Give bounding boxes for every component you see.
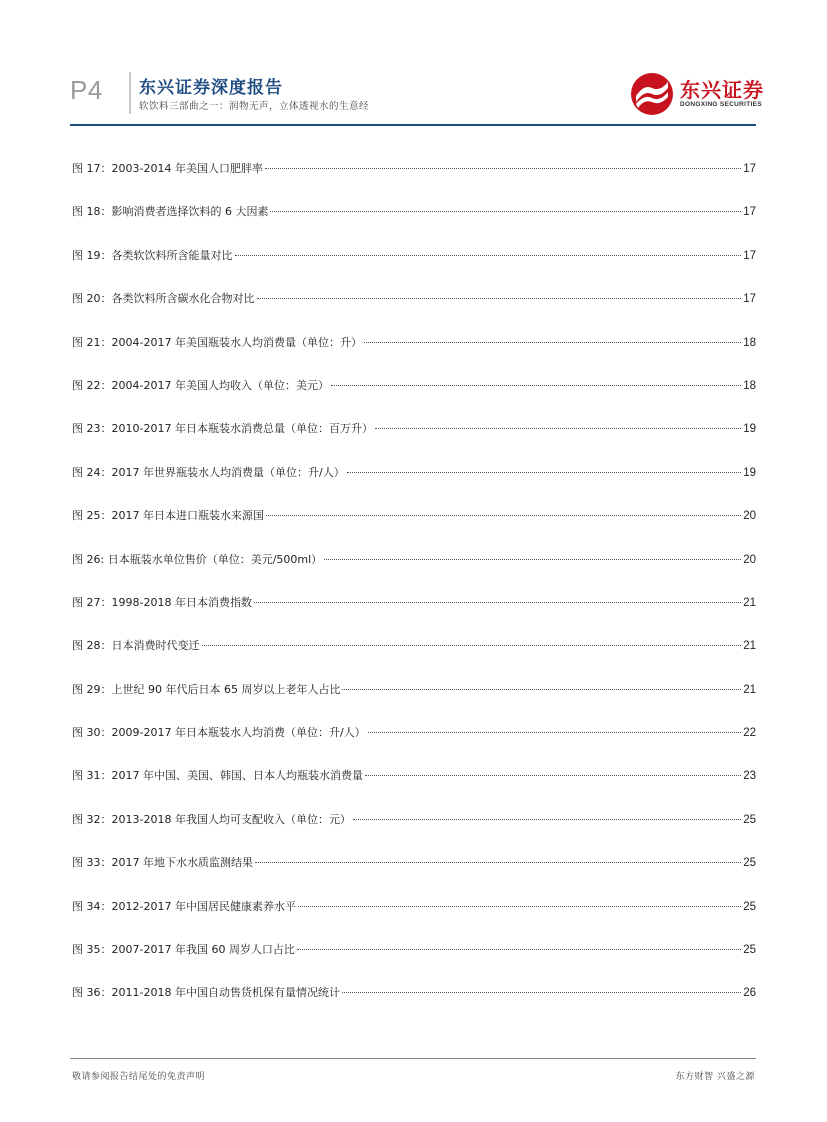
toc-leader-dots bbox=[375, 428, 741, 429]
toc-entry-fig29[interactable] bbox=[72, 681, 756, 724]
toc-entry-label: 图 26: 日本瓶装水单位售价（单位：美元/500ml） bbox=[72, 552, 323, 566]
toc-entry-label: 图 20：各类饮料所含碳水化合物对比 bbox=[72, 292, 255, 306]
toc-entry-label: 图 25：2017 年日本进口瓶装水来源国 bbox=[72, 509, 264, 523]
toc-entry-fig34[interactable] bbox=[72, 898, 756, 941]
toc-leader-dots bbox=[347, 472, 742, 473]
toc-entry-page: 22 bbox=[743, 727, 756, 740]
toc-leader-dots bbox=[254, 602, 741, 603]
logo-english-name: DONGXING SECURITIES bbox=[680, 101, 762, 108]
company-slogan: 东方财智 兴盛之源 bbox=[675, 1072, 755, 1082]
toc-leader-dots bbox=[368, 732, 742, 733]
toc-entry-page: 21 bbox=[743, 683, 756, 696]
toc-leader-dots bbox=[270, 211, 741, 212]
toc-entry-page: 18 bbox=[743, 336, 756, 349]
toc-entry-label: 图 17：2003-2014 年美国人口肥胖率 bbox=[72, 162, 263, 175]
toc-entry-label: 图 29：上世纪 90 年代后日本 65 周岁以上老年人占比 bbox=[72, 682, 341, 696]
toc-entry-page: 21 bbox=[743, 640, 756, 653]
toc-entry-fig30[interactable] bbox=[72, 724, 756, 767]
figure-list bbox=[72, 160, 756, 1028]
toc-entry-fig35[interactable] bbox=[72, 941, 756, 984]
toc-entry-fig24[interactable] bbox=[72, 464, 756, 507]
toc-leader-dots bbox=[202, 645, 742, 646]
toc-leader-dots bbox=[266, 515, 741, 516]
toc-entry-fig20[interactable] bbox=[72, 290, 756, 333]
toc-entry-fig27[interactable] bbox=[72, 594, 756, 637]
toc-leader-dots bbox=[365, 775, 741, 776]
page-header bbox=[0, 0, 827, 130]
footer-rule bbox=[70, 1058, 756, 1059]
toc-entry-page: 26 bbox=[743, 987, 756, 1000]
toc-entry-page: 23 bbox=[743, 770, 756, 783]
toc-entry-fig21[interactable] bbox=[72, 334, 756, 377]
toc-entry-label: 图 28：日本消费时代变迁 bbox=[72, 639, 200, 653]
toc-entry-fig23[interactable] bbox=[72, 420, 756, 463]
toc-leader-dots bbox=[342, 992, 741, 993]
toc-entry-fig32[interactable] bbox=[72, 811, 756, 854]
toc-entry-label: 图 30：2009-2017 年日本瓶装水人均消费（单位：升/人） bbox=[72, 726, 366, 740]
toc-entry-label: 图 24：2017 年世界瓶装水人均消费量（单位：升/人） bbox=[72, 465, 345, 479]
toc-leader-dots bbox=[364, 342, 741, 343]
toc-entry-page: 25 bbox=[743, 813, 756, 826]
header-rule bbox=[70, 124, 756, 126]
disclaimer-note: 敬请参阅报告结尾处的免责声明 bbox=[72, 1072, 206, 1082]
toc-entry-page: 25 bbox=[743, 944, 756, 957]
toc-entry-page: 17 bbox=[743, 163, 756, 175]
toc-entry-label: 图 21：2004-2017 年美国瓶装水人均消费量（单位：升） bbox=[72, 335, 362, 349]
toc-entry-fig17[interactable] bbox=[72, 160, 756, 203]
toc-entry-fig36[interactable] bbox=[72, 984, 756, 1027]
toc-entry-page: 20 bbox=[743, 510, 756, 523]
toc-leader-dots bbox=[297, 949, 741, 950]
toc-entry-page: 17 bbox=[743, 293, 756, 306]
toc-leader-dots bbox=[331, 385, 741, 386]
toc-entry-label: 图 31：2017 年中国、美国、韩国、日本人均瓶装水消费量 bbox=[72, 769, 363, 783]
logo-chinese-name: 东兴证券 bbox=[680, 78, 764, 102]
toc-entry-label: 图 32：2013-2018 年我国人均可支配收入（单位：元） bbox=[72, 812, 351, 826]
dongxing-logo-icon bbox=[630, 72, 674, 116]
toc-entry-fig18[interactable] bbox=[72, 203, 756, 246]
page-number: P4 bbox=[70, 75, 103, 105]
toc-leader-dots bbox=[342, 689, 741, 690]
toc-entry-page: 21 bbox=[743, 596, 756, 609]
toc-entry-page: 25 bbox=[743, 900, 756, 913]
toc-entry-label: 图 34：2012-2017 年中国居民健康素养水平 bbox=[72, 899, 296, 913]
toc-entry-fig26[interactable] bbox=[72, 551, 756, 594]
toc-entry-page: 17 bbox=[743, 206, 756, 219]
toc-entry-page: 17 bbox=[743, 249, 756, 262]
toc-entry-fig25[interactable] bbox=[72, 507, 756, 550]
company-logo bbox=[630, 70, 764, 118]
toc-leader-dots bbox=[298, 906, 741, 907]
toc-entry-page: 19 bbox=[743, 423, 756, 436]
toc-entry-fig22[interactable] bbox=[72, 377, 756, 420]
toc-entry-page: 20 bbox=[743, 553, 756, 566]
toc-leader-dots bbox=[257, 298, 742, 299]
toc-entry-label: 图 23：2010-2017 年日本瓶装水消费总量（单位：百万升） bbox=[72, 422, 373, 436]
report-title: 东兴证券深度报告 bbox=[139, 78, 283, 98]
header-divider bbox=[129, 72, 131, 114]
toc-leader-dots bbox=[324, 559, 741, 560]
toc-leader-dots bbox=[235, 255, 742, 256]
toc-entry-fig33[interactable] bbox=[72, 854, 756, 897]
toc-entry-page: 25 bbox=[743, 857, 756, 870]
toc-entry-page: 19 bbox=[743, 466, 756, 479]
toc-entry-fig19[interactable] bbox=[72, 247, 756, 290]
toc-leader-dots bbox=[255, 862, 741, 863]
toc-entry-label: 图 27：1998-2018 年日本消费指数 bbox=[72, 595, 252, 609]
toc-entry-fig28[interactable] bbox=[72, 637, 756, 680]
toc-entry-label: 图 33：2017 年地下水水质监测结果 bbox=[72, 856, 253, 870]
report-subtitle: 软饮料三部曲之一：润物无声，立体透视水的生意经 bbox=[139, 101, 370, 112]
toc-entry-label: 图 22：2004-2017 年美国人均收入（单位：美元） bbox=[72, 378, 329, 392]
toc-entry-label: 图 35：2007-2017 年我国 60 周岁人口占比 bbox=[72, 943, 295, 957]
toc-leader-dots bbox=[265, 168, 741, 169]
toc-entry-label: 图 36：2011-2018 年中国自动售货机保有量情况统计 bbox=[72, 986, 340, 1000]
toc-leader-dots bbox=[353, 819, 741, 820]
toc-entry-label: 图 19：各类软饮料所含能量对比 bbox=[72, 248, 233, 262]
toc-entry-label: 图 18：影响消费者选择饮料的 6 大因素 bbox=[72, 205, 269, 219]
toc-entry-fig31[interactable] bbox=[72, 767, 756, 810]
toc-entry-page: 18 bbox=[743, 379, 756, 392]
